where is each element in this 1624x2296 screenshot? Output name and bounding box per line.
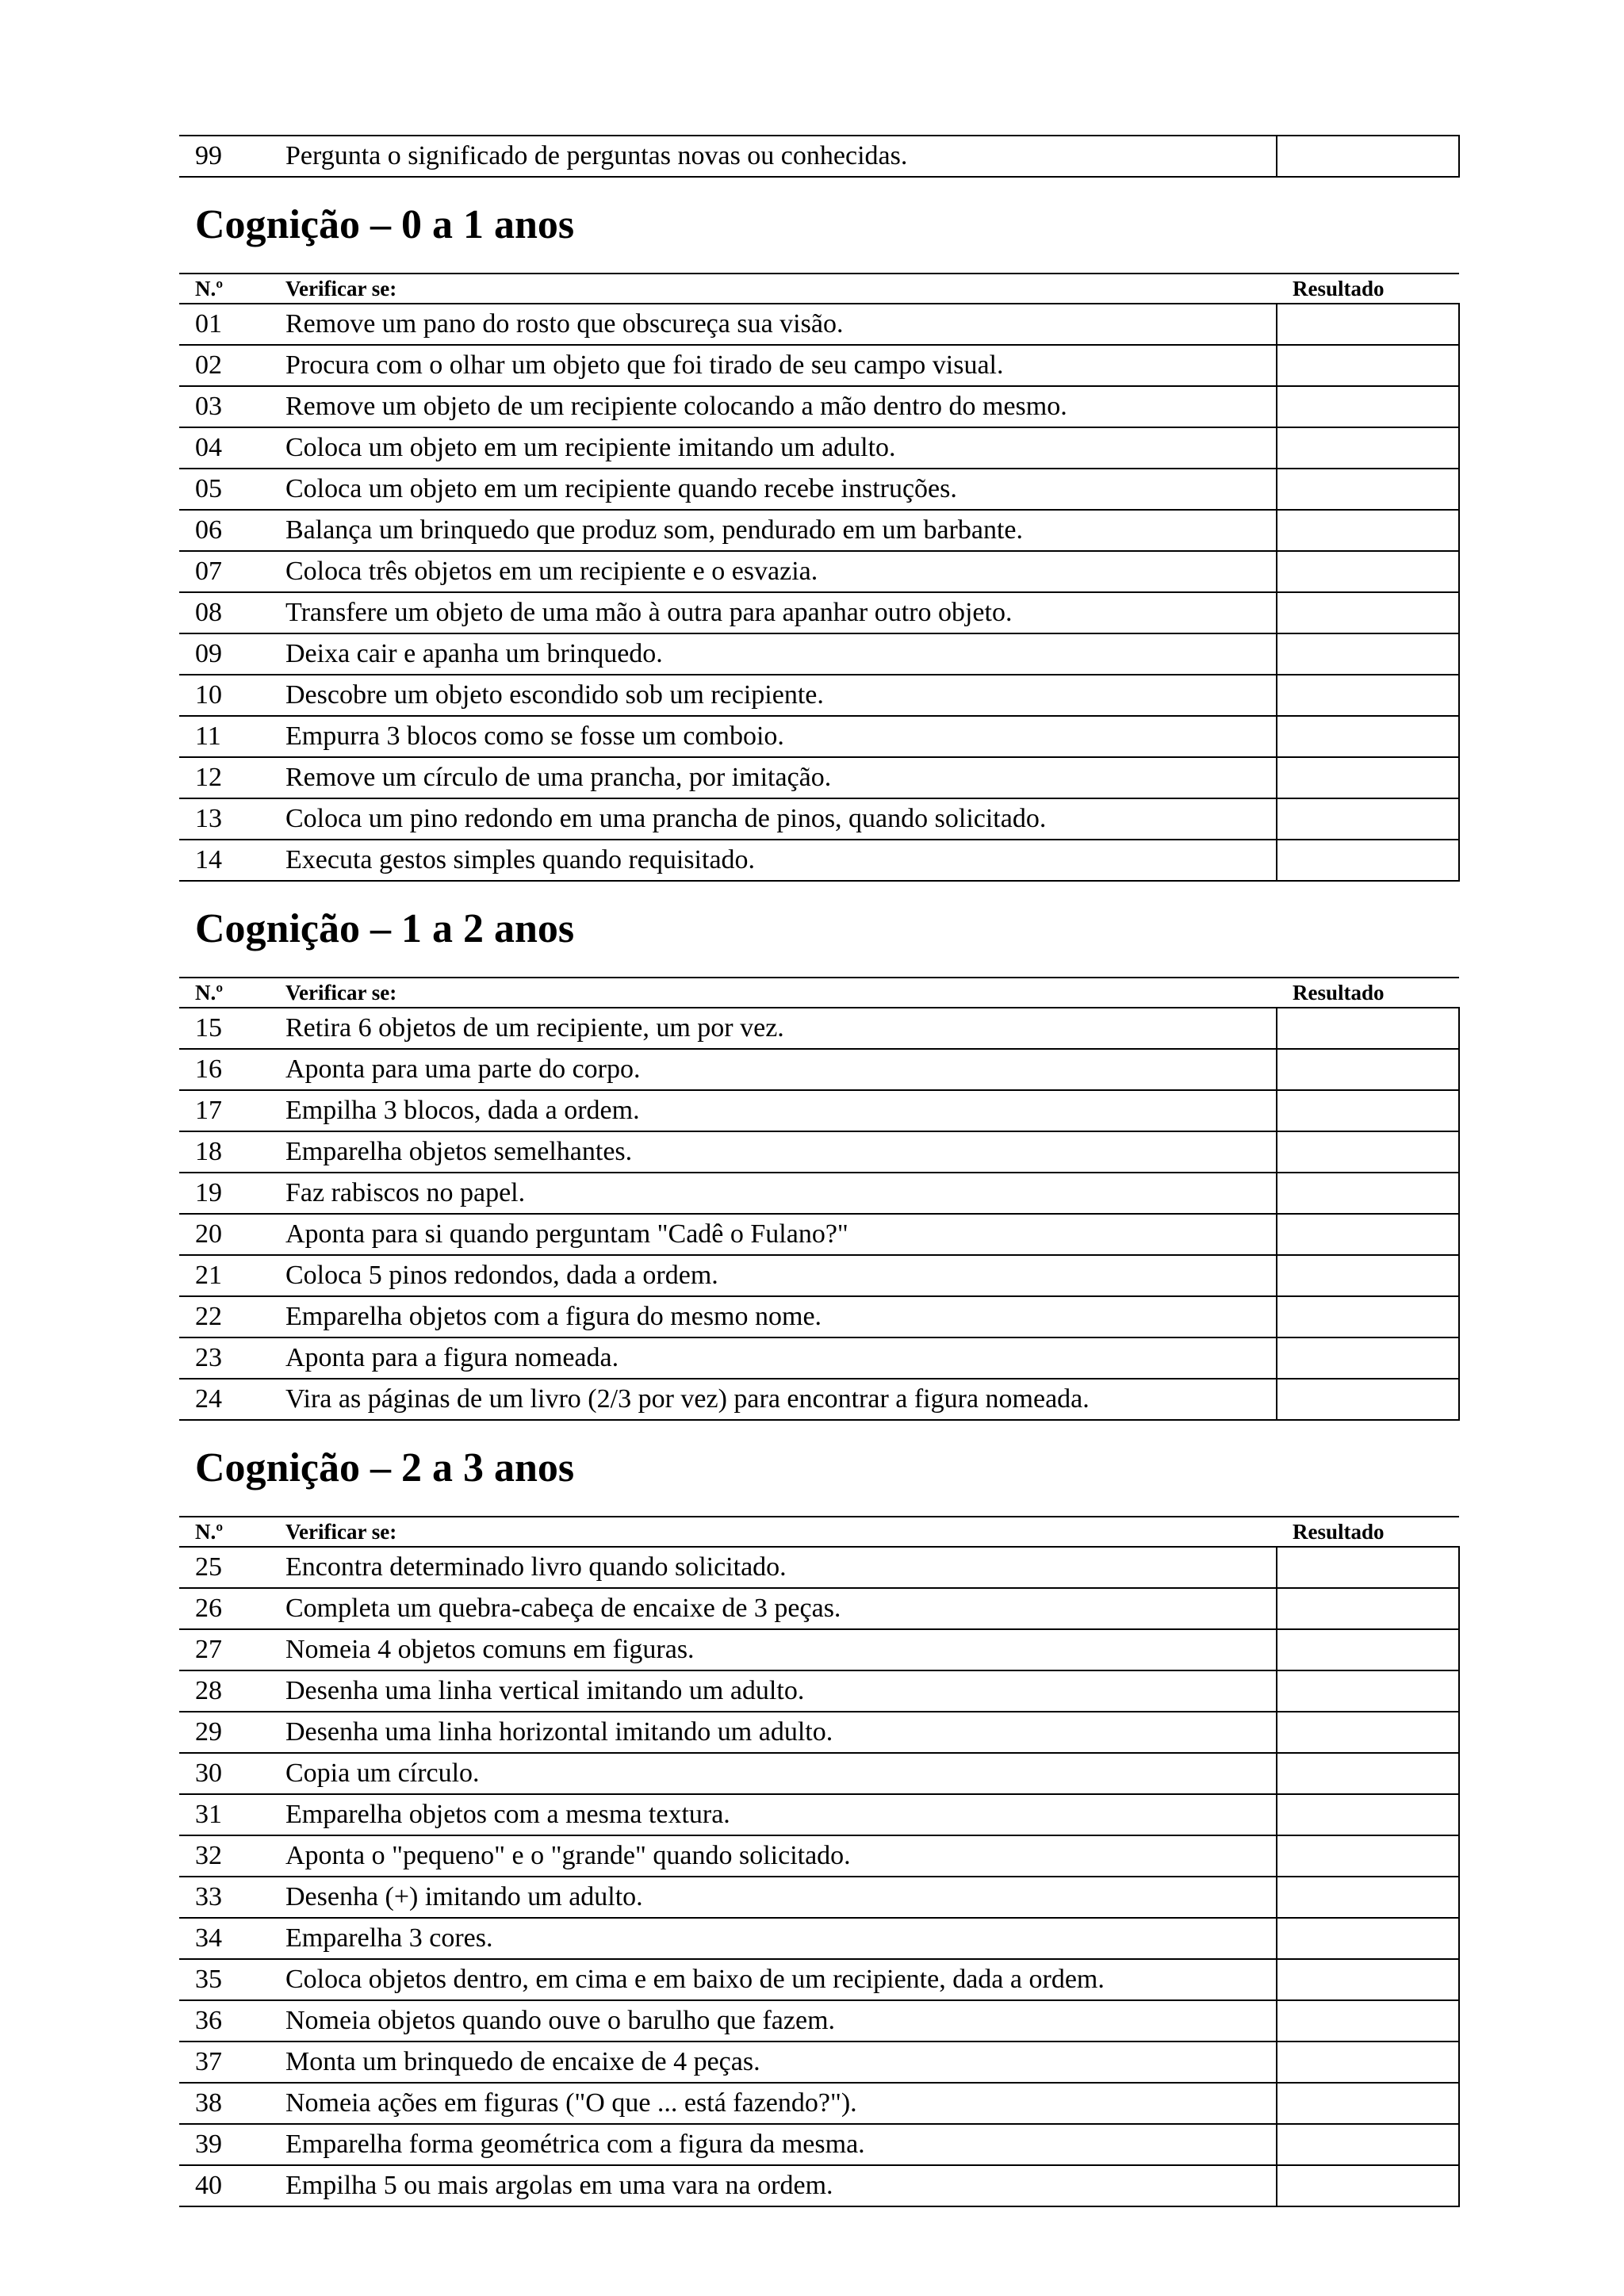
result-cell[interactable] [1277,345,1459,386]
table-row [179,304,1459,345]
result-cell[interactable] [1277,1214,1459,1255]
table-row [179,2083,1459,2124]
item-number: 99 [179,136,285,177]
result-cell[interactable] [1277,1712,1459,1753]
item-text: Emparelha objetos semelhantes. [285,1131,1277,1173]
table-row [179,551,1459,592]
table-row [179,675,1459,716]
item-number: 27 [179,1629,285,1670]
table-row [179,1629,1459,1670]
table-row [179,757,1459,798]
item-text: Coloca um pino redondo em uma prancha de pinos, quando solicitado. [285,798,1277,840]
table-row [179,1214,1459,1255]
table-row [179,2165,1459,2206]
table-row [179,592,1459,633]
item-text: Nomeia 4 objetos comuns em figuras. [285,1629,1277,1670]
header-result: Resultado [1277,1517,1459,1547]
section-table [179,1516,1460,2207]
table-row [179,1753,1459,1794]
result-cell[interactable] [1277,1918,1459,1959]
section-title: Cognição – 2 a 3 anos [195,1445,575,1490]
table-row [179,798,1459,840]
item-text: Retira 6 objetos de um recipiente, um por vez. [285,1008,1277,1049]
result-cell[interactable] [1277,1959,1459,2000]
table-row [179,136,1459,177]
header-number: N.º [179,274,285,304]
item-text: Balança um brinquedo que produz som, pendurado em um barbante. [285,510,1277,551]
table-row [179,2124,1459,2165]
header-check: Verificar se: [285,274,1277,304]
item-number: 31 [179,1794,285,1835]
table-row [179,1877,1459,1918]
result-cell[interactable] [1277,1255,1459,1296]
result-cell[interactable] [1277,716,1459,757]
result-cell[interactable] [1277,1629,1459,1670]
item-number: 07 [179,551,285,592]
item-text: Copia um círculo. [285,1753,1277,1794]
result-cell[interactable] [1277,757,1459,798]
table-row [179,1379,1459,1420]
result-cell[interactable] [1277,469,1459,510]
item-number: 19 [179,1173,285,1214]
result-cell[interactable] [1277,2083,1459,2124]
result-cell[interactable] [1277,1049,1459,1090]
table-row [179,633,1459,675]
table-row [179,1131,1459,1173]
item-number: 11 [179,716,285,757]
table-row [179,1255,1459,1296]
result-cell[interactable] [1277,1296,1459,1337]
table-row [179,2042,1459,2083]
item-number: 17 [179,1090,285,1131]
item-text: Aponta para uma parte do corpo. [285,1049,1277,1090]
item-text: Completa um quebra-cabeça de encaixe de 3 peças. [285,1588,1277,1629]
item-text: Procura com o olhar um objeto que foi tirado de seu campo visual. [285,345,1277,386]
item-number: 35 [179,1959,285,2000]
item-text: Aponta para a figura nomeada. [285,1337,1277,1379]
item-number: 05 [179,469,285,510]
item-text: Empilha 3 blocos, dada a ordem. [285,1090,1277,1131]
item-number: 28 [179,1670,285,1712]
item-number: 21 [179,1255,285,1296]
result-cell[interactable] [1277,1337,1459,1379]
item-number: 25 [179,1547,285,1588]
result-cell[interactable] [1277,1547,1459,1588]
item-text: Coloca um objeto em um recipiente imitando um adulto. [285,427,1277,469]
item-number: 13 [179,798,285,840]
header-result: Resultado [1277,978,1459,1008]
result-cell[interactable] [1277,798,1459,840]
table-row [179,1547,1459,1588]
item-number: 38 [179,2083,285,2124]
result-cell[interactable] [1277,1877,1459,1918]
table-row [179,1296,1459,1337]
table-row [179,1337,1459,1379]
item-text: Coloca três objetos em um recipiente e o esvazia. [285,551,1277,592]
table-row [179,1049,1459,1090]
item-number: 03 [179,386,285,427]
header-check: Verificar se: [285,978,1277,1008]
result-cell[interactable] [1277,1008,1459,1049]
result-cell[interactable] [1277,2042,1459,2083]
item-text: Aponta para si quando perguntam "Cadê o Fulano?" [285,1214,1277,1255]
item-text: Executa gestos simples quando requisitado. [285,840,1277,881]
item-number: 33 [179,1877,285,1918]
item-text: Remove um objeto de um recipiente colocando a mão dentro do mesmo. [285,386,1277,427]
section-table [179,977,1460,1421]
table-header-row [179,1517,1459,1547]
table-row [179,469,1459,510]
item-text: Monta um brinquedo de encaixe de 4 peças. [285,2042,1277,2083]
item-text: Faz rabiscos no papel. [285,1173,1277,1214]
item-text: Desenha (+) imitando um adulto. [285,1877,1277,1918]
item-number: 01 [179,304,285,345]
table-row [179,716,1459,757]
result-cell[interactable] [1277,840,1459,881]
item-text: Remove um círculo de uma prancha, por imitação. [285,757,1277,798]
item-text: Empilha 5 ou mais argolas em uma vara na ordem. [285,2165,1277,2206]
result-cell[interactable] [1277,675,1459,716]
result-cell[interactable] [1277,1670,1459,1712]
checklist-page [179,135,1459,2207]
item-text: Coloca objetos dentro, em cima e em baixo de um recipiente, dada a ordem. [285,1959,1277,2000]
continuation-table [179,135,1460,178]
table-row [179,1173,1459,1214]
table-row [179,1835,1459,1877]
item-number: 37 [179,2042,285,2083]
item-number: 30 [179,1753,285,1794]
result-cell[interactable] [1277,633,1459,675]
table-row [179,2000,1459,2042]
result-cell[interactable] [1277,1173,1459,1214]
item-text: Emparelha objetos com a figura do mesmo nome. [285,1296,1277,1337]
result-cell[interactable] [1277,2000,1459,2042]
item-text: Remove um pano do rosto que obscureça sua visão. [285,304,1277,345]
result-cell[interactable] [1277,1131,1459,1173]
item-number: 34 [179,1918,285,1959]
header-result: Resultado [1277,274,1459,304]
item-text: Encontra determinado livro quando solicitado. [285,1547,1277,1588]
item-number: 32 [179,1835,285,1877]
item-text: Nomeia objetos quando ouve o barulho que fazem. [285,2000,1277,2042]
table-row [179,1008,1459,1049]
item-number: 29 [179,1712,285,1753]
table-row [179,1794,1459,1835]
table-header-row [179,274,1459,304]
item-number: 16 [179,1049,285,1090]
table-row [179,840,1459,881]
item-number: 23 [179,1337,285,1379]
result-cell[interactable] [1277,2124,1459,2165]
result-cell[interactable] [1277,1588,1459,1629]
header-check: Verificar se: [285,1517,1277,1547]
table-row [179,1090,1459,1131]
item-number: 06 [179,510,285,551]
item-text: Emparelha objetos com a mesma textura. [285,1794,1277,1835]
result-cell[interactable] [1277,592,1459,633]
result-cell[interactable] [1277,2165,1459,2206]
item-number: 26 [179,1588,285,1629]
item-text: Transfere um objeto de uma mão à outra para apanhar outro objeto. [285,592,1277,633]
result-cell[interactable] [1277,510,1459,551]
item-number: 18 [179,1131,285,1173]
item-number: 39 [179,2124,285,2165]
table-row [179,345,1459,386]
table-header-row [179,978,1459,1008]
item-number: 04 [179,427,285,469]
item-number: 10 [179,675,285,716]
result-cell[interactable] [1277,386,1459,427]
section-title: Cognição – 1 a 2 anos [195,906,575,951]
result-cell[interactable] [1277,304,1459,345]
result-cell[interactable] [1277,427,1459,469]
item-text: Nomeia ações em figuras ("O que ... está fazendo?"). [285,2083,1277,2124]
table-row [179,1712,1459,1753]
result-cell[interactable] [1277,1835,1459,1877]
item-text: Vira as páginas de um livro (2/3 por vez) para encontrar a figura nomeada. [285,1379,1277,1420]
item-text: Aponta o "pequeno" e o "grande" quando solicitado. [285,1835,1277,1877]
item-number: 09 [179,633,285,675]
item-text: Emparelha 3 cores. [285,1918,1277,1959]
item-number: 24 [179,1379,285,1420]
item-text: Desenha uma linha vertical imitando um adulto. [285,1670,1277,1712]
result-cell[interactable] [1277,1379,1459,1420]
item-text: Emparelha forma geométrica com a figura da mesma. [285,2124,1277,2165]
result-cell[interactable] [1277,551,1459,592]
item-number: 12 [179,757,285,798]
item-text: Pergunta o significado de perguntas novas ou conhecidas. [285,136,1277,177]
item-number: 40 [179,2165,285,2206]
table-row [179,1918,1459,1959]
result-cell[interactable] [1277,1090,1459,1131]
table-row [179,1670,1459,1712]
item-text: Desenha uma linha horizontal imitando um adulto. [285,1712,1277,1753]
item-text: Deixa cair e apanha um brinquedo. [285,633,1277,675]
item-number: 20 [179,1214,285,1255]
table-row [179,510,1459,551]
item-number: 14 [179,840,285,881]
item-text: Coloca um objeto em um recipiente quando recebe instruções. [285,469,1277,510]
section-title: Cognição – 0 a 1 anos [195,202,575,247]
table-row [179,386,1459,427]
item-number: 15 [179,1008,285,1049]
item-text: Coloca 5 pinos redondos, dada a ordem. [285,1255,1277,1296]
item-number: 22 [179,1296,285,1337]
item-number: 36 [179,2000,285,2042]
table-row [179,427,1459,469]
result-cell[interactable] [1277,136,1459,177]
item-number: 08 [179,592,285,633]
header-number: N.º [179,978,285,1008]
table-row [179,1959,1459,2000]
result-cell[interactable] [1277,1794,1459,1835]
section-table [179,273,1460,882]
item-text: Empurra 3 blocos como se fosse um comboio. [285,716,1277,757]
item-text: Descobre um objeto escondido sob um recipiente. [285,675,1277,716]
table-row [179,1588,1459,1629]
result-cell[interactable] [1277,1753,1459,1794]
item-number: 02 [179,345,285,386]
header-number: N.º [179,1517,285,1547]
